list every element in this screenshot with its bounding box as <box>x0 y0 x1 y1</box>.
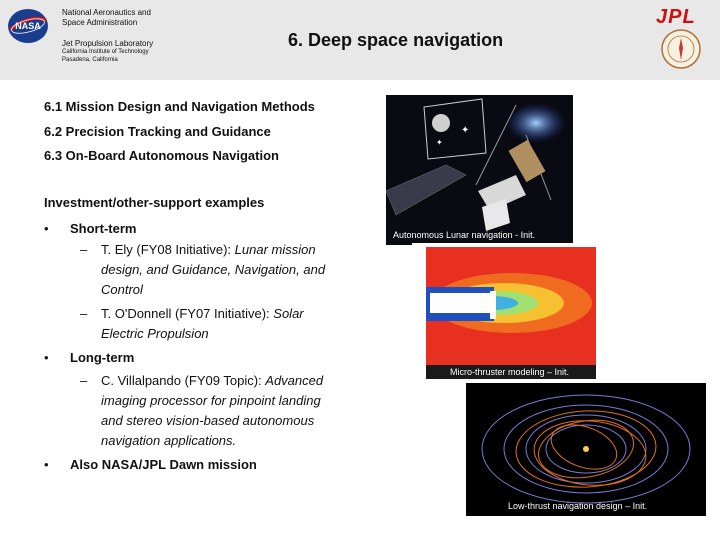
dash-item-1: – <box>80 242 88 257</box>
item-2-line-2: Electric Propulsion <box>101 326 209 341</box>
item-2-line-1: T. O'Donnell (FY07 Initiative): Solar <box>101 306 304 321</box>
nasa-logo-text: NASA <box>15 21 41 31</box>
low-thrust-image <box>466 383 706 516</box>
bullet-long-term: • <box>44 350 49 365</box>
caltech-line: California Institute of Technology <box>62 49 149 55</box>
long-term-label: Long-term <box>70 350 135 365</box>
org-line-1: National Aeronautics and <box>62 8 151 17</box>
orbit-trajectories-icon <box>466 383 706 516</box>
dash-item-3: – <box>80 373 88 388</box>
dawn-label: Also NASA/JPL Dawn mission <box>70 457 257 472</box>
svg-text:✦: ✦ <box>436 138 443 147</box>
jpl-logo: JPL <box>656 6 696 28</box>
svg-text:✦: ✦ <box>461 125 470 136</box>
item-3-line-1: C. Villalpando (FY09 Topic): Advanced <box>101 373 324 388</box>
short-term-label: Short-term <box>70 221 137 236</box>
micro-thruster-image <box>412 243 612 383</box>
low-thrust-caption: Low-thrust navigation design – Init. <box>508 501 648 511</box>
section-6-3: 6.3 On-Board Autonomous Navigation <box>44 148 279 163</box>
item-1-line-2: design, and Guidance, Navigation, and <box>101 262 326 277</box>
section-6-1: 6.1 Mission Design and Navigation Methods <box>44 99 315 114</box>
item-1-line-1: T. Ely (FY08 Initiative): Lunar mission <box>101 242 316 257</box>
thruster-plume-plot-icon <box>412 243 612 383</box>
section-6-2: 6.2 Precision Tracking and Guidance <box>44 124 271 139</box>
item-3-line-3: and stereo vision-based autonomous <box>101 413 315 428</box>
org-line-2: Space Administration <box>62 18 138 27</box>
lunar-navigation-image <box>386 95 573 245</box>
header-banner <box>0 0 720 80</box>
pasadena-line: Pasadena, California <box>62 57 118 63</box>
item-1-line-3: Control <box>101 282 143 297</box>
lunar-caption: Autonomous Lunar navigation - Init. <box>393 230 536 240</box>
dash-item-2: – <box>80 306 88 321</box>
jpl-line: Jet Propulsion Laboratory <box>62 39 154 48</box>
item-3-line-4: navigation applications. <box>101 433 237 448</box>
thruster-caption: Micro-thruster modeling – Init. <box>450 367 570 377</box>
bullet-short-term: • <box>44 221 49 236</box>
caltech-seal-icon <box>660 28 702 70</box>
item-3-line-2: imaging processor for pinpoint landing <box>101 393 321 408</box>
slide-title: 6. Deep space navigation <box>288 30 504 50</box>
bullet-dawn: • <box>44 457 49 472</box>
spacecraft-illustration-icon <box>386 95 573 245</box>
investment-heading: Investment/other-support examples <box>44 195 265 210</box>
nasa-logo-icon <box>6 8 50 44</box>
